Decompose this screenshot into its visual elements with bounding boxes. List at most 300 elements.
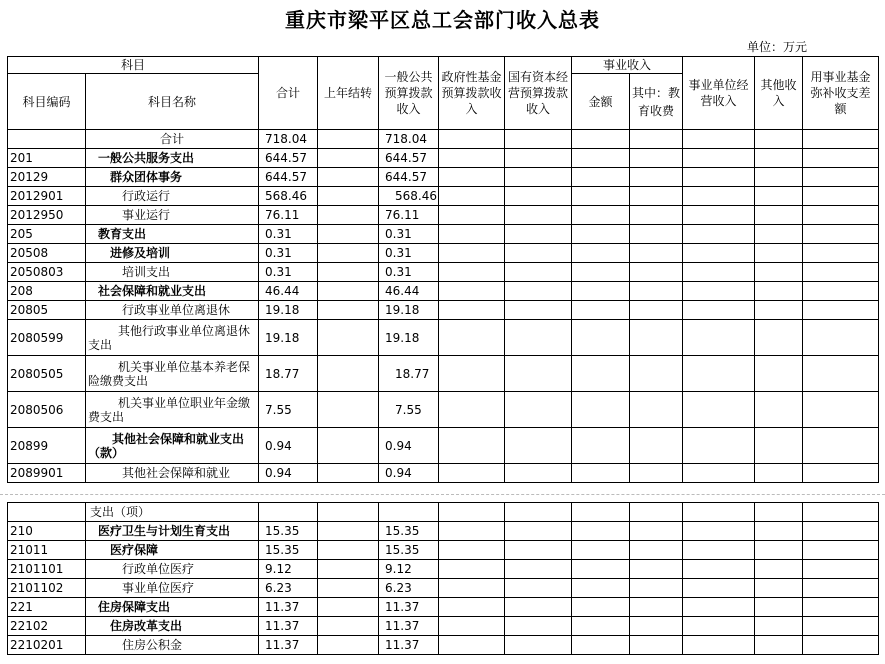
empty-cell <box>439 598 505 617</box>
empty-cell <box>505 428 572 464</box>
subject-name-cell: 合计 <box>86 130 259 149</box>
empty-cell <box>683 522 755 541</box>
general-budget-cell: 46.44 <box>379 282 439 301</box>
subject-code-cell: 20899 <box>8 428 86 464</box>
empty-cell <box>439 282 505 301</box>
general-budget-cell: 644.57 <box>379 149 439 168</box>
table-row <box>8 598 879 617</box>
subject-name-cell: 群众团体事务 <box>86 168 259 187</box>
empty-cell <box>683 636 755 655</box>
header-last-year: 上年结转 <box>318 57 379 130</box>
subject-code-cell: 2050803 <box>8 263 86 282</box>
empty-cell <box>439 130 505 149</box>
empty-cell <box>803 522 879 541</box>
empty-cell <box>572 560 630 579</box>
table-row <box>8 541 879 560</box>
last-year-cell <box>318 522 379 541</box>
empty-cell <box>630 263 683 282</box>
empty-cell <box>683 503 755 522</box>
subject-name-cell: 其他社会保障和就业支出（款） <box>86 428 259 464</box>
subject-code-cell: 2012950 <box>8 206 86 225</box>
header-fund-gap: 用事业基金弥补收支差额 <box>803 57 879 130</box>
subject-name-cell: 教育支出 <box>86 225 259 244</box>
subject-code-cell: 201 <box>8 149 86 168</box>
last-year-cell <box>318 244 379 263</box>
last-year-cell <box>318 636 379 655</box>
last-year-cell <box>318 168 379 187</box>
last-year-cell <box>318 579 379 598</box>
subject-name-cell: 医疗卫生与计划生育支出 <box>86 522 259 541</box>
total-cell: 644.57 <box>259 168 318 187</box>
empty-cell <box>755 356 803 392</box>
header-other: 其他收入 <box>755 57 803 130</box>
empty-cell <box>572 263 630 282</box>
empty-cell <box>572 282 630 301</box>
last-year-cell <box>318 356 379 392</box>
subject-code-cell: 21011 <box>8 541 86 560</box>
empty-cell <box>572 244 630 263</box>
last-year-cell <box>318 225 379 244</box>
header-of-which-edu: 其中：教育收费 <box>630 74 683 130</box>
empty-cell <box>630 225 683 244</box>
last-year-cell <box>318 149 379 168</box>
empty-cell <box>755 522 803 541</box>
empty-cell <box>683 428 755 464</box>
subject-code-cell: 22102 <box>8 617 86 636</box>
empty-cell <box>803 187 879 206</box>
empty-cell <box>572 503 630 522</box>
last-year-cell <box>318 428 379 464</box>
empty-cell <box>505 503 572 522</box>
empty-cell <box>505 522 572 541</box>
subject-code-cell: 210 <box>8 522 86 541</box>
empty-cell <box>572 464 630 483</box>
empty-cell <box>572 428 630 464</box>
empty-cell <box>439 464 505 483</box>
subject-name-cell: 支出（项） <box>86 503 259 522</box>
empty-cell <box>572 149 630 168</box>
total-cell: 11.37 <box>259 617 318 636</box>
empty-cell <box>439 617 505 636</box>
subject-name-cell: 机关事业单位基本养老保险缴费支出 <box>86 356 259 392</box>
subject-code-cell: 20129 <box>8 168 86 187</box>
empty-cell <box>803 579 879 598</box>
empty-cell <box>803 636 879 655</box>
empty-cell <box>755 541 803 560</box>
empty-cell <box>630 464 683 483</box>
empty-cell <box>505 301 572 320</box>
table-row <box>8 392 879 428</box>
empty-cell <box>505 560 572 579</box>
subject-code-cell <box>8 130 86 149</box>
total-cell: 19.18 <box>259 320 318 356</box>
empty-cell <box>803 301 879 320</box>
total-cell: 9.12 <box>259 560 318 579</box>
table-row <box>8 560 879 579</box>
last-year-cell <box>318 320 379 356</box>
subject-name-cell: 其他行政事业单位离退休支出 <box>86 320 259 356</box>
empty-cell <box>630 636 683 655</box>
table-row <box>8 356 879 392</box>
general-budget-cell: 76.11 <box>379 206 439 225</box>
empty-cell <box>572 301 630 320</box>
empty-cell <box>755 130 803 149</box>
subject-name-cell: 住房改革支出 <box>86 617 259 636</box>
subject-code-cell: 208 <box>8 282 86 301</box>
subject-code-cell: 205 <box>8 225 86 244</box>
empty-cell <box>755 149 803 168</box>
total-cell: 15.35 <box>259 522 318 541</box>
total-cell: 0.31 <box>259 244 318 263</box>
empty-cell <box>803 464 879 483</box>
empty-cell <box>683 617 755 636</box>
empty-cell <box>572 579 630 598</box>
total-cell: 0.94 <box>259 428 318 464</box>
subject-name-cell: 行政单位医疗 <box>86 560 259 579</box>
empty-cell <box>630 541 683 560</box>
empty-cell <box>439 149 505 168</box>
table-row <box>8 503 879 522</box>
empty-cell <box>755 282 803 301</box>
table-row <box>8 225 879 244</box>
subject-code-cell: 2089901 <box>8 464 86 483</box>
empty-cell <box>683 541 755 560</box>
total-cell: 0.94 <box>259 464 318 483</box>
table-row <box>8 187 879 206</box>
empty-cell <box>505 356 572 392</box>
table-row <box>8 301 879 320</box>
empty-cell <box>439 636 505 655</box>
income-table-continued <box>7 502 879 655</box>
empty-cell <box>439 187 505 206</box>
empty-cell <box>683 301 755 320</box>
subject-code-cell: 2101101 <box>8 560 86 579</box>
empty-cell <box>803 263 879 282</box>
table-row <box>8 206 879 225</box>
last-year-cell <box>318 541 379 560</box>
subject-code-cell: 2210201 <box>8 636 86 655</box>
subject-name-cell: 行政事业单位离退休 <box>86 301 259 320</box>
total-cell: 718.04 <box>259 130 318 149</box>
empty-cell <box>439 579 505 598</box>
empty-cell <box>803 149 879 168</box>
subject-name-cell: 事业运行 <box>86 206 259 225</box>
empty-cell <box>572 636 630 655</box>
empty-cell <box>803 320 879 356</box>
empty-cell <box>803 356 879 392</box>
total-cell: 19.18 <box>259 301 318 320</box>
empty-cell <box>439 356 505 392</box>
table-row <box>8 464 879 483</box>
empty-cell <box>755 636 803 655</box>
table-row <box>8 168 879 187</box>
empty-cell <box>755 187 803 206</box>
last-year-cell <box>318 263 379 282</box>
subject-name-cell: 其他社会保障和就业 <box>86 464 259 483</box>
empty-cell <box>683 187 755 206</box>
empty-cell <box>505 464 572 483</box>
empty-cell <box>683 149 755 168</box>
empty-cell <box>572 130 630 149</box>
total-cell: 15.35 <box>259 541 318 560</box>
page-title: 重庆市梁平区总工会部门收入总表 <box>285 8 600 32</box>
empty-cell <box>505 320 572 356</box>
general-budget-cell: 0.31 <box>379 263 439 282</box>
total-cell <box>259 503 318 522</box>
empty-cell <box>630 244 683 263</box>
header-total: 合计 <box>259 57 318 130</box>
subject-name-cell: 一般公共服务支出 <box>86 149 259 168</box>
subject-name-cell: 培训支出 <box>86 263 259 282</box>
empty-cell <box>572 320 630 356</box>
empty-cell <box>439 225 505 244</box>
table-row <box>8 617 879 636</box>
empty-cell <box>505 263 572 282</box>
empty-cell <box>755 244 803 263</box>
general-budget-cell: 18.77 <box>379 356 439 392</box>
subject-code-cell: 2012901 <box>8 187 86 206</box>
empty-cell <box>630 149 683 168</box>
subject-name-cell: 事业单位医疗 <box>86 579 259 598</box>
empty-cell <box>505 244 572 263</box>
empty-cell <box>630 282 683 301</box>
empty-cell <box>439 541 505 560</box>
header-business-income: 事业收入 <box>572 57 683 74</box>
empty-cell <box>683 225 755 244</box>
general-budget-cell: 0.31 <box>379 244 439 263</box>
subject-code-cell: 2080505 <box>8 356 86 392</box>
subject-code-cell: 221 <box>8 598 86 617</box>
header-subject: 科目 <box>8 57 259 74</box>
last-year-cell <box>318 560 379 579</box>
empty-cell <box>630 301 683 320</box>
subject-name-cell: 机关事业单位职业年金缴费支出 <box>86 392 259 428</box>
empty-cell <box>572 187 630 206</box>
empty-cell <box>755 617 803 636</box>
total-cell: 0.31 <box>259 225 318 244</box>
general-budget-cell: 644.57 <box>379 168 439 187</box>
empty-cell <box>630 503 683 522</box>
header-state-capital: 国有资本经营预算拨款收入 <box>505 57 572 130</box>
empty-cell <box>439 263 505 282</box>
general-budget-cell: 6.23 <box>379 579 439 598</box>
empty-cell <box>755 503 803 522</box>
empty-cell <box>572 168 630 187</box>
empty-cell <box>439 206 505 225</box>
table-row <box>8 579 879 598</box>
empty-cell <box>630 392 683 428</box>
total-cell: 46.44 <box>259 282 318 301</box>
general-budget-cell: 11.37 <box>379 636 439 655</box>
empty-cell <box>803 392 879 428</box>
header-subject-code: 科目编码 <box>8 74 86 130</box>
empty-cell <box>803 282 879 301</box>
empty-cell <box>683 392 755 428</box>
general-budget-cell: 19.18 <box>379 320 439 356</box>
empty-cell <box>755 392 803 428</box>
unit-label: 单位：万元 <box>746 40 807 54</box>
subject-name-cell: 住房公积金 <box>86 636 259 655</box>
total-cell: 11.37 <box>259 636 318 655</box>
empty-cell <box>755 598 803 617</box>
empty-cell <box>505 541 572 560</box>
empty-cell <box>755 560 803 579</box>
empty-cell <box>803 225 879 244</box>
general-budget-cell: 7.55 <box>379 392 439 428</box>
empty-cell <box>505 392 572 428</box>
header-gov-fund: 政府性基金预算拨款收入 <box>439 57 505 130</box>
general-budget-cell: 15.35 <box>379 541 439 560</box>
general-budget-cell: 9.12 <box>379 560 439 579</box>
last-year-cell <box>318 301 379 320</box>
empty-cell <box>505 636 572 655</box>
header-amount: 金额 <box>572 74 630 130</box>
general-budget-cell <box>379 503 439 522</box>
header-business-unit: 事业单位经营收入 <box>683 57 755 130</box>
empty-cell <box>572 617 630 636</box>
general-budget-cell: 568.46 <box>379 187 439 206</box>
total-cell: 11.37 <box>259 598 318 617</box>
empty-cell <box>439 428 505 464</box>
empty-cell <box>630 428 683 464</box>
empty-cell <box>683 320 755 356</box>
empty-cell <box>630 187 683 206</box>
empty-cell <box>572 541 630 560</box>
empty-cell <box>505 206 572 225</box>
empty-cell <box>630 130 683 149</box>
empty-cell <box>803 428 879 464</box>
total-cell: 18.77 <box>259 356 318 392</box>
general-budget-cell: 11.37 <box>379 598 439 617</box>
total-cell: 0.31 <box>259 263 318 282</box>
last-year-cell <box>318 187 379 206</box>
subject-code-cell: 20508 <box>8 244 86 263</box>
empty-cell <box>630 598 683 617</box>
last-year-cell <box>318 206 379 225</box>
empty-cell <box>505 187 572 206</box>
empty-cell <box>630 168 683 187</box>
empty-cell <box>803 130 879 149</box>
table-row <box>8 636 879 655</box>
general-budget-cell: 0.94 <box>379 428 439 464</box>
empty-cell <box>439 301 505 320</box>
empty-cell <box>755 320 803 356</box>
last-year-cell <box>318 598 379 617</box>
empty-cell <box>803 560 879 579</box>
empty-cell <box>505 225 572 244</box>
subject-code-cell: 2101102 <box>8 579 86 598</box>
table-row <box>8 282 879 301</box>
empty-cell <box>803 541 879 560</box>
empty-cell <box>572 392 630 428</box>
empty-cell <box>439 244 505 263</box>
empty-cell <box>630 320 683 356</box>
empty-cell <box>630 579 683 598</box>
empty-cell <box>505 130 572 149</box>
subject-name-cell: 进修及培训 <box>86 244 259 263</box>
table-row <box>8 149 879 168</box>
subject-code-cell: 20805 <box>8 301 86 320</box>
empty-cell <box>572 598 630 617</box>
empty-cell <box>803 206 879 225</box>
general-budget-cell: 718.04 <box>379 130 439 149</box>
empty-cell <box>803 503 879 522</box>
empty-cell <box>505 168 572 187</box>
empty-cell <box>755 263 803 282</box>
header-subject-name: 科目名称 <box>86 74 259 130</box>
general-budget-cell: 15.35 <box>379 522 439 541</box>
table-row <box>8 522 879 541</box>
empty-cell <box>803 598 879 617</box>
empty-cell <box>803 617 879 636</box>
last-year-cell <box>318 130 379 149</box>
header-general-budget: 一般公共预算拨款收入 <box>379 57 439 130</box>
last-year-cell <box>318 282 379 301</box>
general-budget-cell: 19.18 <box>379 301 439 320</box>
empty-cell <box>683 244 755 263</box>
total-cell: 7.55 <box>259 392 318 428</box>
empty-cell <box>755 206 803 225</box>
last-year-cell <box>318 464 379 483</box>
empty-cell <box>755 464 803 483</box>
empty-cell <box>505 282 572 301</box>
empty-cell <box>803 168 879 187</box>
total-cell: 76.11 <box>259 206 318 225</box>
empty-cell <box>439 522 505 541</box>
empty-cell <box>439 560 505 579</box>
empty-cell <box>572 356 630 392</box>
empty-cell <box>755 225 803 244</box>
empty-cell <box>439 392 505 428</box>
empty-cell <box>755 301 803 320</box>
total-cell: 568.46 <box>259 187 318 206</box>
subject-name-cell: 社会保障和就业支出 <box>86 282 259 301</box>
subject-code-cell: 2080506 <box>8 392 86 428</box>
empty-cell <box>505 598 572 617</box>
empty-cell <box>683 560 755 579</box>
empty-cell <box>630 522 683 541</box>
subject-code-cell: 2080599 <box>8 320 86 356</box>
empty-cell <box>755 168 803 187</box>
header-row-1 <box>8 57 879 74</box>
general-budget-cell: 0.31 <box>379 225 439 244</box>
empty-cell <box>683 130 755 149</box>
empty-cell <box>439 168 505 187</box>
income-table <box>7 56 879 483</box>
table-row <box>8 244 879 263</box>
subject-code-cell <box>8 503 86 522</box>
empty-cell <box>683 168 755 187</box>
empty-cell <box>630 206 683 225</box>
last-year-cell <box>318 617 379 636</box>
empty-cell <box>683 206 755 225</box>
total-cell: 6.23 <box>259 579 318 598</box>
empty-cell <box>572 522 630 541</box>
last-year-cell <box>318 503 379 522</box>
empty-cell <box>630 617 683 636</box>
total-cell: 644.57 <box>259 149 318 168</box>
subject-name-cell: 行政运行 <box>86 187 259 206</box>
empty-cell <box>755 579 803 598</box>
empty-cell <box>439 503 505 522</box>
empty-cell <box>572 225 630 244</box>
table-row <box>8 130 879 149</box>
last-year-cell <box>318 392 379 428</box>
general-budget-cell: 0.94 <box>379 464 439 483</box>
empty-cell <box>683 598 755 617</box>
table-row <box>8 320 879 356</box>
empty-cell <box>505 579 572 598</box>
